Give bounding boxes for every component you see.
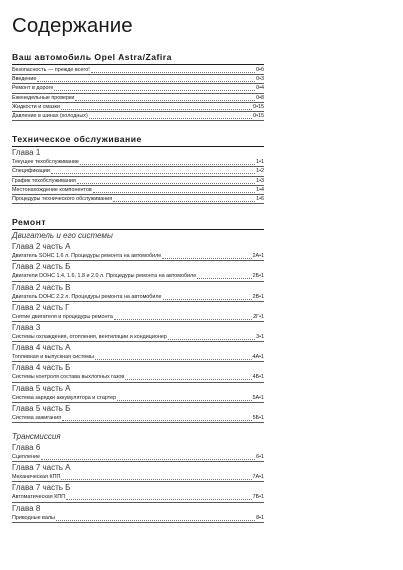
- chapter-heading: Глава 3: [12, 323, 41, 333]
- chapter-heading: Глава 2 часть А: [12, 242, 71, 252]
- dot-leader: [168, 333, 255, 340]
- entry-page-number: 8•1: [256, 514, 264, 521]
- dot-leader: [95, 353, 252, 360]
- entry-page-number: 1•6: [256, 196, 264, 203]
- section-rule: [12, 146, 264, 147]
- entry-page-number: 2А•1: [252, 253, 264, 260]
- dot-leader: [91, 66, 255, 73]
- dot-leader: [113, 195, 255, 202]
- toc-entry[interactable]: [12, 75, 264, 84]
- dot-leader: [54, 84, 255, 91]
- entry-page-number: 2В•1: [252, 293, 264, 300]
- entry-label: Давление в шинах (холодных): [12, 113, 88, 120]
- entry-label: Механическая КПП: [12, 474, 61, 481]
- toc-entry[interactable]: [12, 272, 264, 281]
- entry-label: График техобслуживания: [12, 177, 76, 184]
- entry-page-number: 4А•1: [252, 354, 264, 361]
- entry-label: Ремонт в дороге: [12, 85, 54, 92]
- chapter-heading: Глава 4 часть А: [12, 343, 71, 353]
- entry-page-number: 1•3: [256, 177, 264, 184]
- dot-leader: [80, 158, 255, 165]
- toc-entry[interactable]: [12, 186, 264, 195]
- entry-label: Система зарядки аккумулятора и стартер: [12, 394, 117, 401]
- chapter-heading: Глава 7 часть А: [12, 463, 71, 473]
- dot-leader: [56, 514, 255, 521]
- chapters-transmission: [12, 443, 403, 523]
- entry-label: Местонахождение компонентов: [12, 186, 92, 193]
- entry-page-number: 0•4: [256, 85, 264, 92]
- section-title-repair: Ремонт: [12, 217, 47, 228]
- dot-leader: [41, 453, 255, 460]
- dot-leader: [114, 313, 252, 320]
- dot-leader: [89, 112, 252, 119]
- section-car: [12, 52, 403, 121]
- page-title: Содержание: [12, 14, 133, 37]
- entries-car: [12, 66, 403, 121]
- section-service: [12, 134, 403, 204]
- toc-entry[interactable]: [12, 252, 264, 261]
- toc-entry[interactable]: [12, 158, 264, 167]
- toc-entry[interactable]: [12, 195, 264, 204]
- toc-entry[interactable]: [12, 514, 264, 523]
- entry-page-number: 6•1: [256, 454, 264, 461]
- toc-entry[interactable]: [12, 453, 264, 462]
- entry-label: Процедуры технического обслуживания: [12, 196, 113, 203]
- chapter-heading: Глава 7 часть Б: [12, 483, 71, 493]
- entry-label: Спецификации: [12, 168, 50, 175]
- section-title-service: Техническое обслуживание: [12, 134, 142, 145]
- toc-entry[interactable]: [12, 112, 264, 121]
- dot-leader: [162, 252, 251, 259]
- entry-page-number: 1•2: [256, 168, 264, 175]
- dot-leader: [77, 177, 255, 184]
- entry-label: Снятие двигателя и процедуры ремонта: [12, 313, 113, 320]
- entry-page-number: 0•15: [253, 113, 264, 120]
- entry-page-number: 5Б•1: [252, 414, 264, 421]
- dot-leader: [37, 75, 255, 82]
- toc-entry[interactable]: [12, 373, 264, 382]
- dot-leader: [61, 473, 251, 480]
- dot-leader: [51, 167, 255, 174]
- chapter-heading: Глава 2 часть Г: [12, 302, 70, 312]
- section-title-car: Ваш автомобиль Opel Astra/Zafira: [12, 52, 172, 62]
- chapter-heading: Глава 8: [12, 503, 41, 513]
- entry-page-number: 2Г•1: [253, 313, 264, 320]
- toc-entry[interactable]: [12, 66, 264, 75]
- entry-page-number: 7А•1: [252, 474, 264, 481]
- subsection-transmission: Трансмиссия: [12, 432, 61, 442]
- toc-entry[interactable]: [12, 94, 264, 103]
- entry-label: Введение: [12, 76, 37, 83]
- entries-service: [12, 158, 403, 204]
- entry-page-number: 1•1: [256, 159, 264, 166]
- entry-label: Жидкости и смазки: [12, 103, 60, 110]
- entry-page-number: 0•3: [256, 76, 264, 83]
- entry-label: Двигатель SOHC 1.6 л. Процедуры ремонта на автомобиле: [12, 253, 162, 260]
- toc-entry[interactable]: [12, 103, 264, 112]
- dot-leader: [62, 414, 252, 421]
- entry-label: Системы контроля состава выхлопных газов: [12, 374, 125, 381]
- chapter-heading: Глава 2 часть В: [12, 282, 71, 292]
- entry-label: Текущее техобслуживание: [12, 159, 79, 166]
- entry-label: Двигатели DOHC 1.4, 1.6, 1.8 и 2.0 л. Процедуры ремонта на автомобиле: [12, 273, 197, 280]
- dot-leader: [75, 94, 255, 101]
- chapter-heading: Глава 1: [12, 148, 41, 158]
- section-repair: [12, 217, 403, 523]
- entry-page-number: 7Б•1: [252, 494, 264, 501]
- toc-entry[interactable]: [12, 473, 264, 482]
- chapter-heading: Глава 5 часть А: [12, 383, 71, 393]
- toc-entry[interactable]: [12, 177, 264, 186]
- section-rule: [12, 229, 264, 230]
- toc-entry[interactable]: [12, 414, 264, 423]
- toc-entry[interactable]: [12, 313, 264, 322]
- chapter-heading: Глава 6: [12, 443, 41, 453]
- toc-entry[interactable]: [12, 353, 264, 362]
- entry-label: Системы охлаждения, отопления, вентиляции и кондиционер: [12, 334, 167, 341]
- chapter-heading: Глава 2 часть Б: [12, 262, 71, 272]
- dot-leader: [197, 272, 251, 279]
- toc-entry[interactable]: [12, 293, 264, 302]
- entry-page-number: 4Б•1: [252, 374, 264, 381]
- entry-page-number: 0•8: [256, 94, 264, 101]
- entry-label: Автоматическая КПП: [12, 494, 66, 501]
- entry-label: Приводные валы: [12, 514, 55, 521]
- entry-page-number: 1•4: [256, 186, 264, 193]
- toc-entry[interactable]: [12, 167, 264, 176]
- dot-leader: [125, 373, 251, 380]
- subsection-engine: Двигатель и его системы: [12, 231, 113, 241]
- entry-page-number: 3•1: [256, 334, 264, 341]
- entry-page-number: 0•15: [253, 103, 264, 110]
- entry-label: Сцепление: [12, 454, 40, 461]
- dot-leader: [163, 293, 252, 300]
- toc-entry[interactable]: [12, 84, 264, 93]
- toc-entry[interactable]: [12, 493, 264, 502]
- chapters-engine: [12, 242, 403, 423]
- entry-page-number: 0•б: [256, 67, 264, 73]
- dot-leader: [61, 103, 252, 110]
- entry-label: Топливная и выпускная системы: [12, 354, 94, 361]
- entry-page-number: 5А•1: [252, 394, 264, 401]
- toc-entry[interactable]: [12, 394, 264, 403]
- dot-leader: [93, 186, 255, 193]
- dot-leader: [66, 493, 251, 500]
- toc-entry[interactable]: [12, 333, 264, 342]
- entry-label: Двигатель DOHC 2.2 л. Процедуры ремонта на автомобиле: [12, 293, 162, 300]
- entry-label: Система зажигания: [12, 414, 62, 421]
- entry-label: Безопасность — прежде всего!: [12, 67, 90, 73]
- section-rule: [12, 64, 264, 65]
- dot-leader: [117, 394, 251, 401]
- entry-label: Еженедельные проверки: [12, 94, 75, 101]
- chapter-heading: Глава 5 часть Б: [12, 403, 71, 413]
- chapter-heading: Глава 4 часть Б: [12, 363, 71, 373]
- entry-page-number: 2Б•1: [252, 273, 264, 280]
